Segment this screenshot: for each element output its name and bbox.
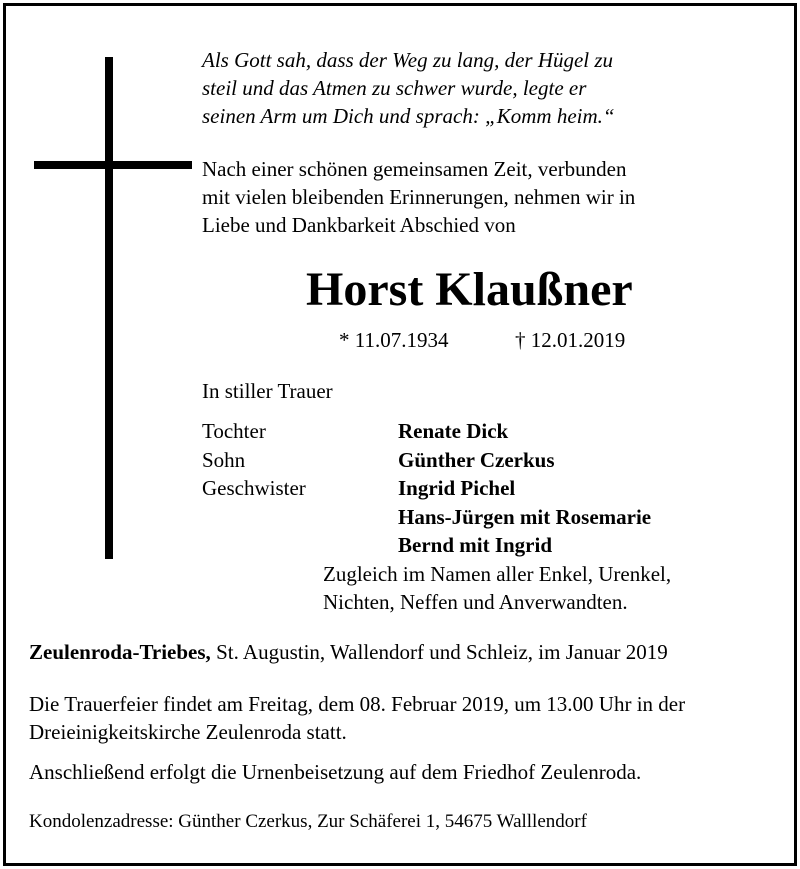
funeral-block (29, 690, 685, 746)
intro-block (202, 155, 635, 239)
quote-line: steil und das Atmen zu schwer wurde, legte er (202, 76, 587, 100)
relative-names-column (398, 417, 651, 560)
mourning-line: In stiller Trauer (202, 379, 333, 403)
relations-column (202, 417, 306, 503)
relation-label: Geschwister (202, 476, 306, 500)
urn-burial-line: Anschließend erfolgt die Urnenbeisetzung auf dem Friedhof Zeulenroda. (29, 760, 642, 784)
intro-line: Liebe und Dankbarkeit Abschied von (202, 213, 516, 237)
quote-block (202, 46, 615, 130)
deceased-name: Horst Klaußner (306, 263, 633, 316)
condolence-address: Kondolenzadresse: Günther Czerkus, Zur Schäferei 1, 54675 Walllendorf (29, 811, 587, 832)
relative-name: Günther Czerkus (398, 447, 555, 472)
cross-vertical-bar (105, 57, 113, 559)
also-line: Zugleich im Namen aller Enkel, Urenkel, (323, 562, 672, 586)
place-rest: St. Augustin, Wallendorf und Schleiz, im Januar 2019 (210, 640, 668, 664)
relative-name: Renate Dick (398, 419, 509, 443)
place-city: Zeulenroda-Triebes, (29, 640, 211, 664)
relation-label: Sohn (202, 447, 246, 472)
quote-line: seinen Arm um Dich und sprach: „Komm heim.“ (202, 104, 615, 128)
funeral-line: Die Trauerfeier findet am Freitag, dem 08. Februar 2019, um 13.00 Uhr in der (29, 692, 686, 716)
birth-date: * 11.07.1934 (339, 328, 449, 352)
relation-label: Tochter (202, 419, 266, 443)
also-line: Nichten, Neffen und Anverwandten. (323, 590, 628, 614)
death-date: † 12.01.2019 (515, 328, 626, 352)
place-date-line (29, 638, 668, 666)
relative-name: Ingrid Pichel (398, 476, 516, 500)
also-on-behalf-block (323, 560, 671, 616)
relative-name: Bernd mit Ingrid (398, 533, 553, 557)
intro-line: Nach einer schönen gemeinsamen Zeit, verbunden (202, 157, 627, 181)
relative-name: Hans-Jürgen mit Rosemarie (398, 504, 652, 529)
quote-line: Als Gott sah, dass der Weg zu lang, der Hügel zu (202, 48, 614, 72)
cross-horizontal-bar (34, 161, 192, 169)
intro-line: mit vielen bleibenden Erinnerungen, nehmen wir in (202, 185, 636, 209)
funeral-line: Dreieinigkeitskirche Zeulenroda statt. (29, 720, 347, 744)
